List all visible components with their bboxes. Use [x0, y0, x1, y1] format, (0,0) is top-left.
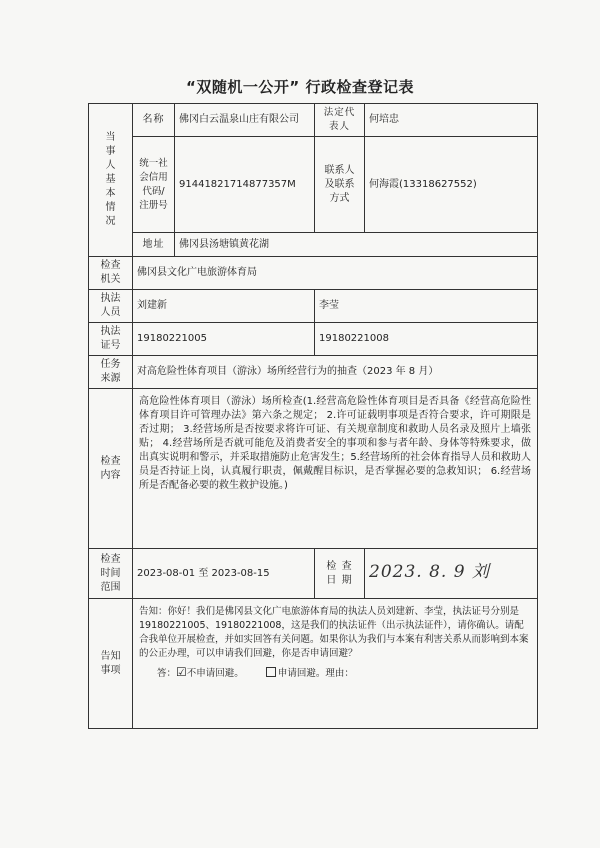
date-label: 检 查 日 期 — [315, 549, 365, 599]
period-label: 检查时间范围 — [89, 549, 133, 599]
period-separator: 至 — [198, 567, 209, 579]
notice-label: 告知事项 — [89, 599, 133, 729]
credit-code-label: 统一社会信用代码/注册号 — [133, 137, 175, 233]
period-end: 2023-08-15 — [211, 567, 270, 579]
name-label: 名称 — [133, 104, 175, 137]
period-range — [133, 549, 315, 599]
answer-prefix: 答： — [157, 668, 177, 679]
checked-checkbox-icon[interactable]: ☑ — [176, 665, 187, 679]
address-value: 佛冈县汤塘镇黄花湖 — [175, 233, 538, 257]
answer-line — [139, 665, 531, 681]
cert-1: 19180221005 — [133, 323, 315, 356]
handwritten-date: 2023. 8. 9 刘 — [369, 562, 490, 582]
task-value: 对高危险性体育项目（游泳）场所经营行为的抽查（2023 年 8 月） — [133, 356, 538, 389]
unchecked-checkbox-icon[interactable] — [266, 667, 276, 677]
content-label: 检查内容 — [89, 389, 133, 549]
credit-code-value: 91441821714877357M — [175, 137, 315, 233]
form-title: “双随机一公开” 行政检查登记表 — [186, 78, 414, 96]
period-start: 2023-08-01 — [137, 567, 196, 579]
party-section-label: 当事人基本情况 — [89, 104, 133, 257]
option-not-apply: 不申请回避。 — [186, 668, 244, 679]
officers-label: 执法人员 — [89, 290, 133, 323]
agency-label: 检查机关 — [89, 257, 133, 290]
cert-2: 19180221008 — [315, 323, 538, 356]
notice-content — [133, 599, 538, 729]
contact-value: 何海霞(13318627552) — [365, 137, 538, 233]
date-signature — [365, 549, 538, 599]
agency-value: 佛冈县文化广电旅游体育局 — [133, 257, 538, 290]
officer-1: 刘建新 — [133, 290, 315, 323]
inspection-form — [88, 103, 538, 729]
legal-rep-label: 法定代表人 — [315, 104, 365, 137]
content-value: 高危险性体育项目（游泳）场所检查(1.经营高危险性体育项目是否具备《经营高危险性体育项目许可管理办法》第六条之规定； 2.许可证载明事项是否符合要求，许可期限是否过期； 3.经营场所是否按要求将许可证、有关规章制度和救助人员名录及照片上墙张贴； 4.经营场所是否就可能危及消费者安全的事项和参与者年龄、身体等特殊要求，做出真实说明和警示，并采取措施防止危害发生；5.经营场所的社会体育指导人员和救助人员是否持证上岗，认真履行职责，佩戴醒目标识，是否掌握必要的急救知识； 6.经营场所是否配备必要的救生救护设施。) — [133, 389, 538, 549]
officer-2: 李莹 — [315, 290, 538, 323]
address-label: 地址 — [133, 233, 175, 257]
legal-rep-value: 何培忠 — [365, 104, 538, 137]
notice-text: 告知：你好！我们是佛冈县文化广电旅游体育局的执法人员刘建新、李莹，执法证号分别是 19180221005、19180221008，这是我们的执法证件（出示执法证件），请你确认。请配合我单位开展检查，并如实回答有关问题。如果你认为我们与本案有利害关系从而影响到本案的公正办理，可以申请我们回避，你是否申请回避？ — [139, 606, 529, 659]
name-value: 佛冈白云温泉山庄有限公司 — [175, 104, 315, 137]
cert-label: 执法证号 — [89, 323, 133, 356]
option-apply: 申请回避。理由： — [277, 668, 354, 679]
contact-label: 联系人及联系方式 — [315, 137, 365, 233]
task-label: 任务来源 — [89, 356, 133, 389]
